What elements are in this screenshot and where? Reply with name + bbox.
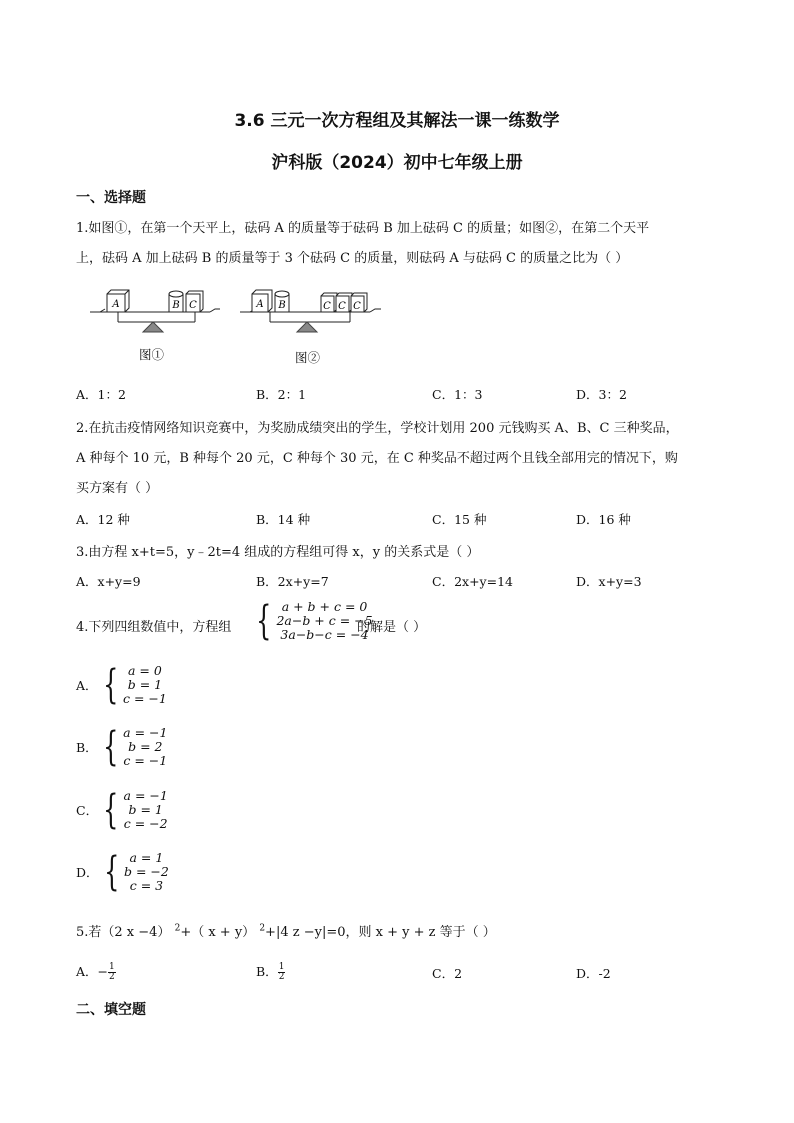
weight-label-c: C [189, 300, 197, 311]
q4-option-eq: a = 0 [128, 663, 162, 678]
document-subtitle: 沪科版（2024）初中七年级上册 [271, 153, 523, 173]
q5-text-part3: +|4 z −y|=0，则 x + y + z 等于（ ） [265, 925, 496, 940]
q4-option-d [76, 851, 169, 893]
weight-c-cube [321, 293, 337, 312]
q1-text-line2: 上，砝码 A 加上砝码 B 的质量等于 3 个砝码 C 的质量，则砝码 A 与砝码 C 的质量之比为（ ） [76, 251, 629, 266]
q2-text-line2: A 种每个 10 元，B 种每个 20 元，C 种每个 30 元，在 C 种奖品不超过两个且钱全部用完的情况下，购 [76, 451, 678, 466]
q3-option-b: B．2x+y=7 [256, 574, 329, 589]
figure-1-label: 图① [139, 347, 165, 362]
q4-option-eq: b = 2 [128, 739, 163, 754]
brace-icon: { [103, 849, 119, 895]
q4-option-eq: b = −2 [123, 864, 169, 879]
q4-option-letter: C． [76, 803, 99, 818]
fraction [108, 963, 116, 982]
q4-equation-2: 2a−b + c = −5 [276, 613, 373, 628]
q4-option-c [76, 789, 168, 831]
fraction-numerator: 1 [109, 962, 115, 972]
q4-option-letter: B． [76, 740, 98, 755]
q4-equation-1: a + b + c = 0 [281, 599, 368, 614]
q1-option-a: A．1：2 [76, 387, 126, 402]
weight-label-a: A [112, 299, 120, 310]
fraction [278, 963, 286, 982]
q4-option-eq: c = −1 [122, 691, 167, 706]
q4-option-eq: a = −1 [123, 725, 168, 740]
q4-option-b [76, 726, 167, 768]
q3-option-a: A．x+y=9 [76, 574, 141, 589]
q4-option-eq: c = 3 [129, 878, 164, 893]
q4-equation-3: 3a−b−c = −4 [280, 627, 369, 642]
q5-text [76, 921, 726, 940]
q5-text-part1: 5.若（2 x −4） [76, 925, 175, 940]
weight-label-c: C [338, 301, 346, 312]
q1-text-line1: 1.如图①，在第一个天平上，砝码 A 的质量等于砝码 B 加上砝码 C 的质量；如图②，在第二个天平 [76, 221, 650, 236]
document-title: 3.6 三元一次方程组及其解法一课一练数学 [234, 111, 560, 131]
q5-option-letter: B． [256, 964, 278, 979]
brace-icon: { [102, 724, 119, 770]
q1-option-b: B．2：1 [256, 387, 307, 402]
q4-option-eq: b = 1 [128, 802, 163, 817]
balance-1 [90, 290, 220, 332]
q4-option-a [76, 664, 167, 706]
weight-label-c: C [323, 301, 331, 312]
q2-option-a: A．12 种 [76, 512, 130, 527]
brace-icon: { [102, 662, 118, 708]
q2-option-b: B．14 种 [256, 512, 311, 527]
q5-exponent-1: 2 [174, 923, 181, 934]
brace-icon: { [256, 598, 272, 644]
q2-text-line1: 2.在抗击疫情网络知识竞赛中，为奖励成绩突出的学生，学校计划用 200 元钱购买 A、B、C 三种奖品， [76, 421, 679, 436]
q5-option-d: D．-2 [576, 966, 611, 981]
q4-option-eq: c = −1 [123, 753, 168, 768]
q4-option-eq: a = 1 [129, 850, 164, 865]
figure-2-label: 图② [295, 350, 321, 365]
section-heading-fill-blank: 二、填空题 [76, 1002, 146, 1018]
q3-option-c: C．2x+y=14 [432, 574, 513, 589]
q4-option-eq: b = 1 [127, 677, 163, 692]
q5-text-part2: +（ x + y） [180, 925, 260, 940]
weight-c-cube [336, 293, 352, 312]
weight-label-c: C [353, 301, 361, 312]
q2-text-line3: 买方案有（ ） [76, 481, 159, 496]
q1-option-c: C．1：3 [432, 387, 483, 402]
q4-prefix: 4.下列四组数值中，方程组 [76, 620, 232, 635]
q4-option-eq: c = −2 [123, 816, 168, 831]
weight-b-cylinder [169, 291, 183, 312]
q5-option-a [76, 962, 116, 982]
q3-option-d: D．x+y=3 [576, 574, 642, 589]
weight-a-cube [107, 290, 129, 312]
q1-option-d: D．3：2 [576, 387, 627, 402]
q5-option-c: C．2 [432, 966, 463, 981]
q3-text: 3.由方程 x+t=5，y﹣2t=4 组成的方程组可得 x，y 的关系式是（ ） [76, 545, 480, 560]
weight-b-cylinder [275, 291, 289, 312]
weight-label-b: B [172, 300, 180, 311]
section-heading-choice: 一、选择题 [76, 190, 146, 206]
q5-option-b [256, 962, 285, 982]
fraction-numerator: 1 [278, 962, 285, 972]
q2-option-d: D．16 种 [576, 512, 631, 527]
q2-option-c: C．15 种 [432, 512, 487, 527]
weight-label-b: B [278, 300, 286, 311]
fraction-denominator: 2 [109, 972, 115, 982]
q4-suffix: 的解是（ ） [357, 620, 427, 635]
q4-option-letter: A． [76, 678, 98, 693]
balance-2 [240, 290, 381, 332]
weight-label-a: A [256, 299, 264, 310]
q4-option-eq: a = −1 [123, 788, 168, 803]
fraction-denominator: 2 [278, 972, 285, 982]
q4-option-letter: D． [76, 865, 99, 880]
weight-c-cube [351, 293, 367, 312]
q5-exponent-2: 2 [259, 923, 266, 934]
weight-a-cube [252, 290, 272, 312]
q4-equation-system [251, 600, 373, 642]
q5-option-letter: A．− [76, 964, 109, 979]
brace-icon: { [103, 787, 119, 833]
weight-c-cube [186, 291, 203, 312]
balance-figure [85, 282, 385, 342]
